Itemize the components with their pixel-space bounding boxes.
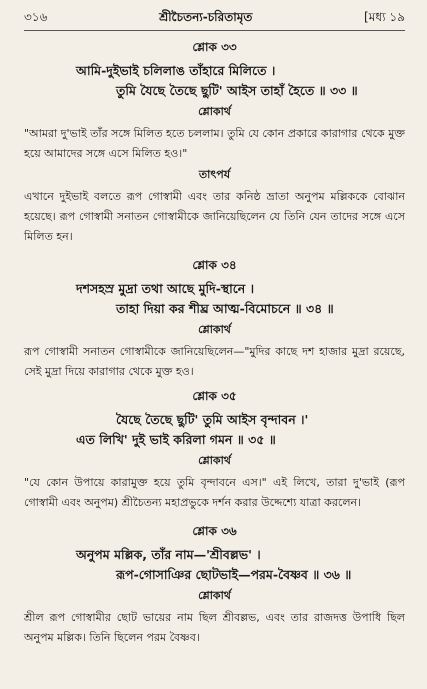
verse-line-1: দশসহস্র মুদ্রা তথা আছে মুদি-স্থানে । [76,281,255,296]
sloka-block-36 [24,523,405,648]
verse [24,545,405,585]
page-number: ৩১৬ [24,10,48,24]
verse [24,279,405,319]
sloka-block-35 [24,388,405,513]
translation-text: "যে কোন উপায়ে কারামুক্ত হয়ে তুমি বৃন্দাবনে এস।" এই লিখে, তারা দু'ভাই (রূপ গোস্বামী এবং অনুপম) শ্রীচৈতন্য মহাপ্রভুকে দর্শন করার উদ্দেশ্যে যাত্রা করলেন। [24,476,405,509]
translation-text: শ্রীল রূপ গোস্বামীর ছোট ভায়ের নাম ছিল শ্রীবল্লভ, এবং তার রাজদত্ত উপাধি ছিল অনুপম মল্লিক। তিনি ছিলেন পরম বৈষ্ণব। [24,611,405,644]
translation-text: "আমরা দু'ভাই তাঁর সঙ্গে মিলিত হতে চললাম। তুমি যে কোন প্রকারে কারাগার থেকে মুক্ত হয়ে আমাদের সঙ্গে এসে মিলিত হও।" [24,127,405,160]
verse [24,410,405,450]
verse-line-2: রূপ-গোসাঞির ছোটভাই—পরম-বৈষ্ণব ॥ ৩৬ ॥ [116,567,352,582]
sloka-number: শ্লোক ৩৪ [192,258,237,272]
translation-label: শ্লোকার্থ [198,454,231,467]
sloka-number: শ্লোক ৩৬ [192,524,237,538]
verse-line-2: তাহা দিয়া কর শীঘ্র আত্ম-বিমোচনে ॥ ৩৪ ॥ [116,301,334,316]
translation-label: শ্লোকার্থ [198,589,231,602]
purport-label: তাৎপর্য [198,168,231,181]
verse-line-2: তুমি যৈছে তৈছে ছুটি' আইস তাহাঁ হৈতে ॥ ৩৩ ॥ [116,83,358,98]
verse [24,61,405,101]
sloka-number: শ্লোক ৩৩ [192,40,237,54]
verse-line-2: এত লিখি' দুই ভাই করিলা গমন ॥ ৩৫ ॥ [76,432,276,447]
sloka-number: শ্লোক ৩৫ [192,389,237,403]
translation-label: শ্লোকার্থ [198,105,231,118]
page-header [24,10,405,31]
verse-line-1: আমি-দুইভাই চলিলাঙ তাঁহারে মিলিতে । [76,63,276,78]
verse-line-1: যৈছে তৈছে ছুটি' তুমি আইস বৃন্দাবন ।' [116,412,309,427]
purport-text: এখানে দুইভাই বলতে রূপ গোস্বামী এবং তার কনিষ্ঠ ভ্রাতা অনুপম মল্লিককে বোঝান হয়েছে। রূপ গোস্বামী সনাতন গোস্বামীকে জানিয়েছিলেন যে তিনি যেন তাদের সঙ্গে এসে মিলিত হন। [24,190,405,243]
verse-line-1: অনুপম মল্লিক, তাঁর নাম—'শ্রীবল্লভ' । [76,547,261,562]
book-title: শ্রীচৈতন্য-চরিতামৃত [159,10,253,24]
sloka-block-34 [24,257,405,382]
section-label: [মধ্য ১৯ [364,10,405,24]
translation-text: রূপ গোস্বামী সনাতন গোস্বামীকে জানিয়েছিলেন—"মুদির কাছে দশ হাজার মুদ্রা রয়েছে, সেই মুদ্রা দিয়ে কারাগার থেকে মুক্ত হও। [24,345,405,378]
sloka-block-33 [24,39,405,247]
translation-label: শ্লোকার্থ [198,323,231,336]
